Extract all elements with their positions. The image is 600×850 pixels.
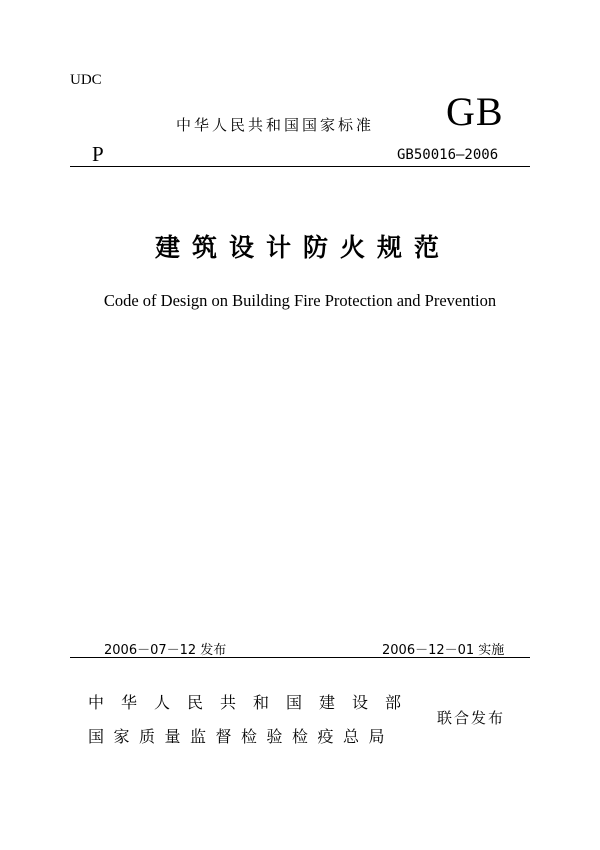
gb-logo: GB	[446, 89, 504, 134]
document-title-chinese: 建筑设计防火规范	[154, 233, 451, 262]
implementation-date: 2006－12－01 实施	[382, 643, 505, 658]
header-divider	[70, 166, 530, 167]
classification-code: P	[92, 142, 104, 166]
issue-date: 2006－07－12 发布	[104, 643, 227, 658]
issuer-ministry: 中华人民共和国建设部	[88, 693, 419, 712]
document-title-english: Code of Design on Building Fire Protection and Prevention	[103, 291, 497, 310]
national-standard-label: 中华人民共和国国家标准	[176, 116, 375, 134]
footer-divider	[70, 657, 530, 658]
issuer-administration: 国家质量监督检验检疫总局	[88, 727, 395, 746]
joint-release-label: 联合发布	[437, 709, 506, 727]
udc-label: UDC	[70, 72, 102, 88]
standard-number: GB50016—2006	[397, 147, 499, 163]
